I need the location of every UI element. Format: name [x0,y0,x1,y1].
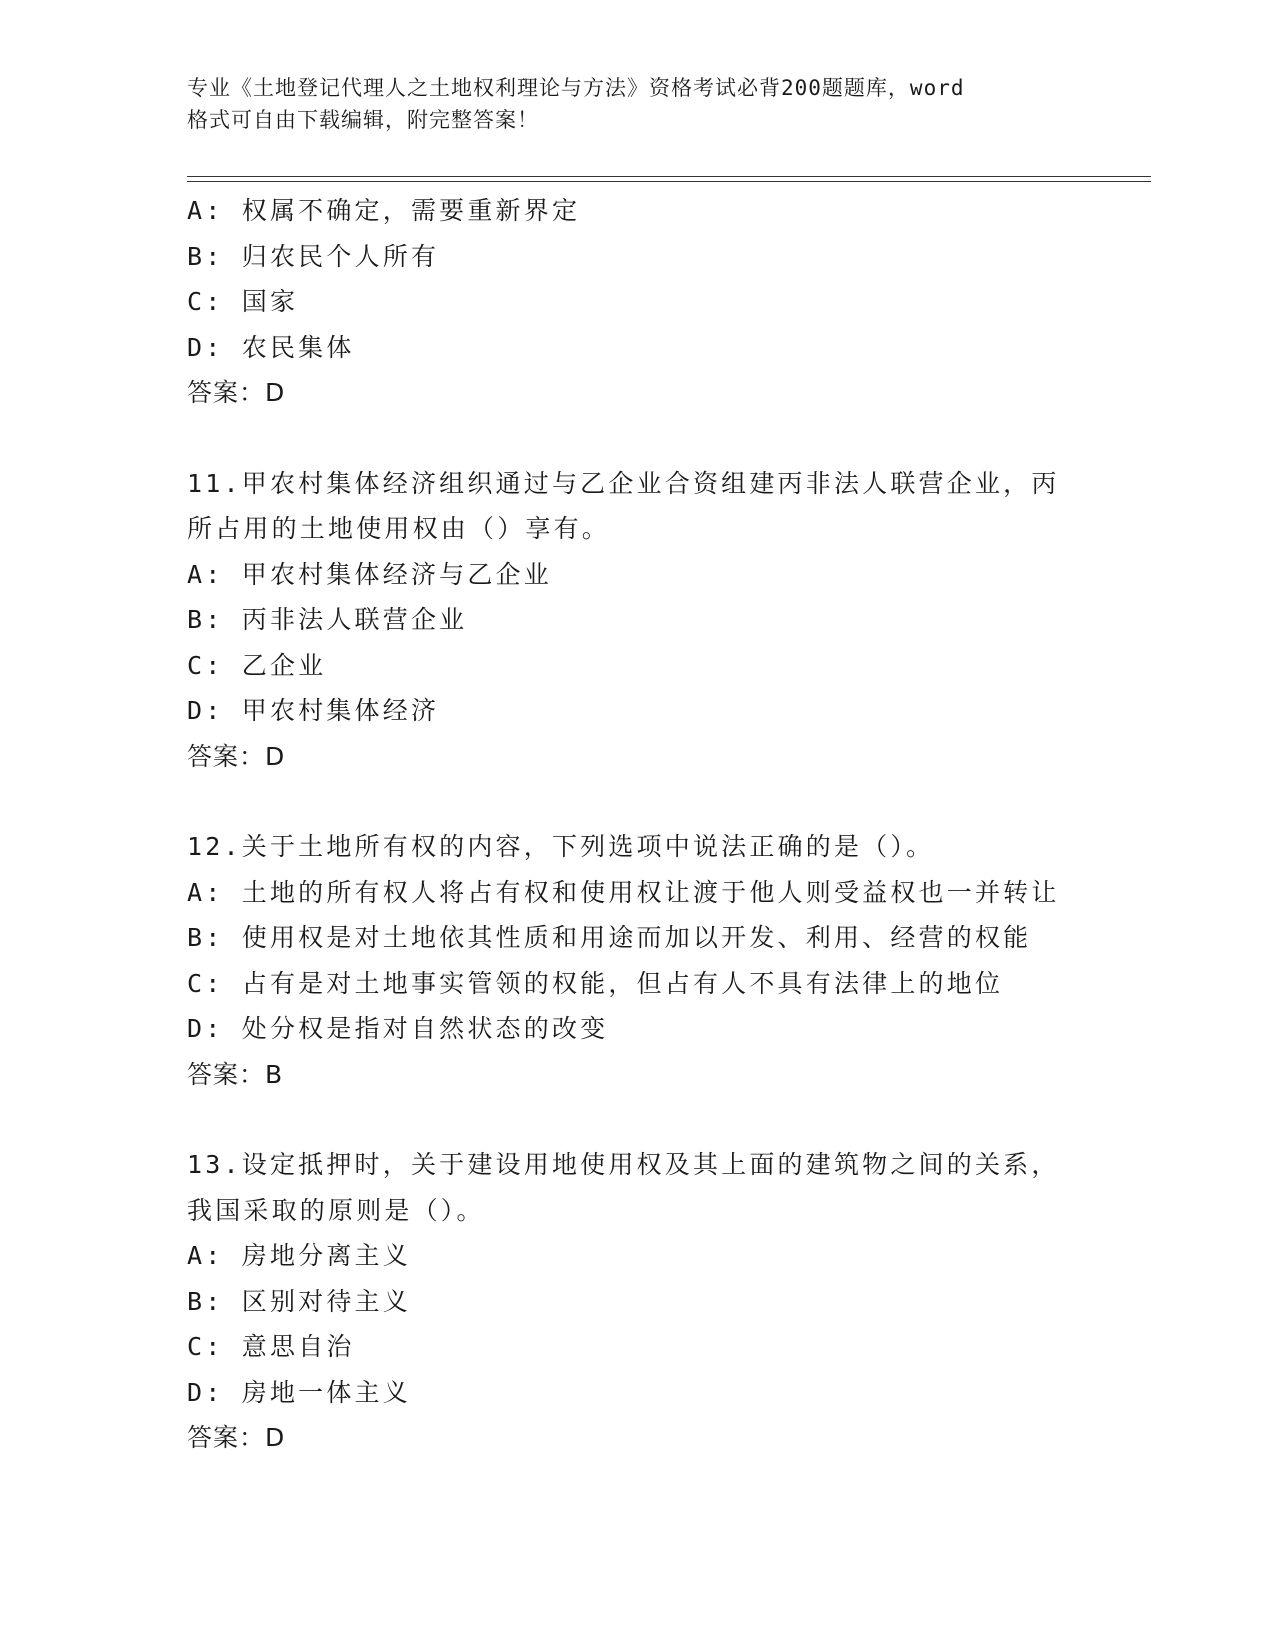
question-13-option-a: A: 房地分离主义 [187,1241,411,1270]
question-12-option-a: A: 土地的所有权人将占有权和使用权让渡于他人则受益权也一并转让 [187,877,1060,907]
question-13-block [187,1142,1147,1461]
question-11-option-c: C: 乙企业 [187,650,327,680]
question-10-answer: 答案：D [187,378,286,407]
question-12-option-b: B: 使用权是对土地依其性质和用途而加以开发、利用、经营的权能 [187,923,1032,952]
spacer [187,779,1147,824]
question-13-answer: 答案：D [187,1423,286,1452]
header-divider-top [187,176,1151,177]
header-line-1: 专业《土地登记代理人之土地权利理论与方法》资格考试必背200题题库，word [187,76,965,100]
question-13-option-c: C: 意思自治 [187,1332,355,1361]
question-12-block [187,824,1147,1097]
question-10-block [187,188,1147,416]
question-12-answer: 答案：B [187,1059,284,1089]
question-10-option-c: C: 国家 [187,287,299,316]
question-12-option-c: C: 占有是对土地事实管领的权能，但占有人不具有法律上的地位 [187,968,1004,998]
header-line-2: 格式可自由下载编辑，附完整答案！ [187,108,539,132]
question-13-option-d: D: 房地一体主义 [187,1377,411,1407]
document-header [187,72,1087,136]
question-10-option-b: B: 归农民个人所有 [187,241,440,271]
spacer [187,416,1147,461]
question-11-stem-line-1: 11.甲农村集体经济组织通过与乙企业合资组建丙非法人联营企业，丙 [187,468,1060,498]
spacer [187,1097,1147,1142]
question-list [187,188,1147,1461]
question-13-stem-line-1: 13.设定抵押时，关于建设用地使用权及其上面的建筑物之间的关系， [187,1150,1060,1179]
question-12-option-d: D: 处分权是指对自然状态的改变 [187,1014,609,1043]
question-13-option-b: B: 区别对待主义 [187,1286,411,1316]
question-11-block [187,461,1147,780]
question-11-option-b: B: 丙非法人联营企业 [187,605,468,634]
question-12-stem-line-1: 12.关于土地所有权的内容，下列选项中说法正确的是（）。 [187,832,935,861]
question-10-option-a: A: 权属不确定，需要重新界定 [187,196,581,225]
question-10-option-d: D: 农民集体 [187,332,355,362]
question-13-stem-line-2: 我国采取的原则是（）。 [187,1195,485,1225]
question-11-stem-line-2: 所占用的土地使用权由（）享有。 [187,514,611,543]
question-11-option-a: A: 甲农村集体经济与乙企业 [187,559,552,589]
question-11-answer: 答案：D [187,741,286,771]
question-11-option-d: D: 甲农村集体经济 [187,696,440,725]
header-divider-bottom [187,181,1151,182]
